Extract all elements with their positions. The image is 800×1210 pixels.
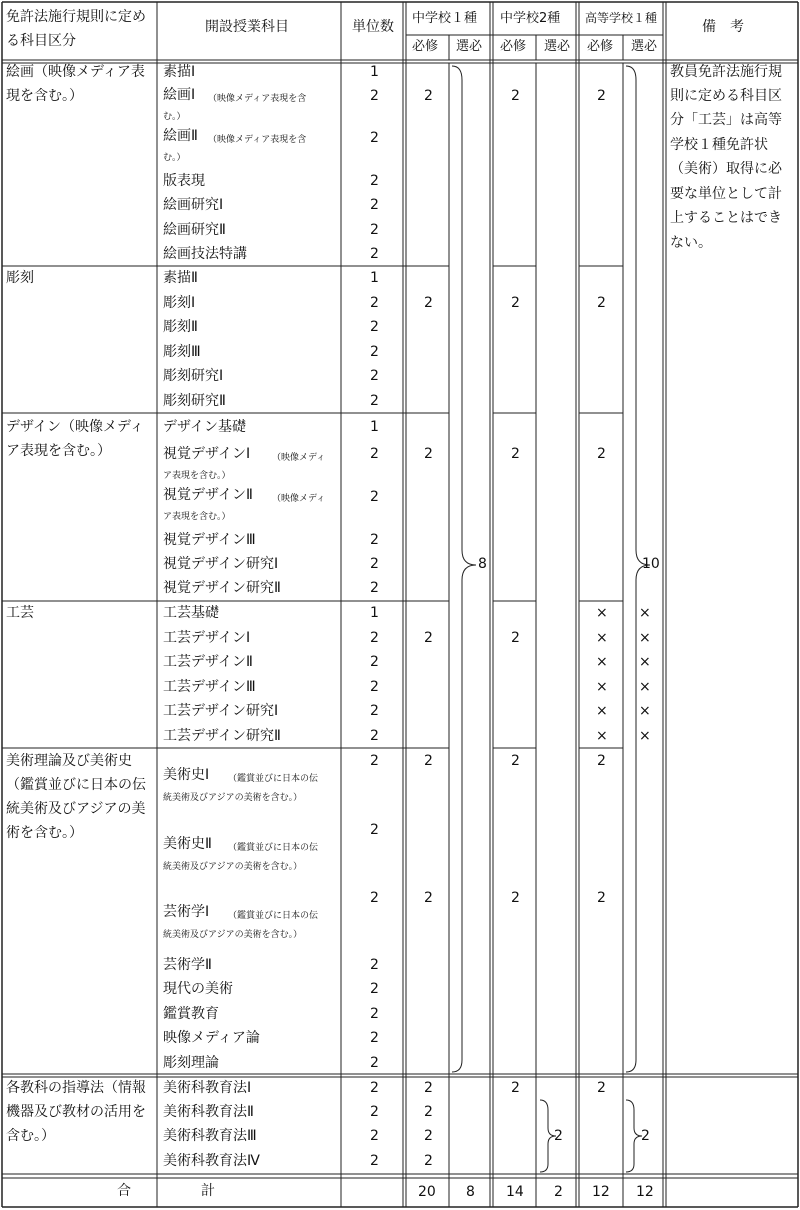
header-hs1-required: 必修 xyxy=(587,39,614,54)
units: 1 xyxy=(370,64,379,80)
hs1-required-x: × xyxy=(596,630,608,646)
units: 2 xyxy=(370,1080,379,1096)
subject-note: ア表現を含む。） xyxy=(163,471,231,481)
jh1-required: 2 xyxy=(424,295,433,311)
remark-line: （美術）取得に必 xyxy=(670,161,782,177)
units: 2 xyxy=(370,173,379,189)
units: 2 xyxy=(370,1055,379,1071)
hs1-required: 2 xyxy=(597,295,606,311)
total-hs1-required: 12 xyxy=(592,1184,610,1200)
units: 2 xyxy=(370,222,379,238)
remark-line: 分「工芸」は高等 xyxy=(670,112,782,128)
subject: 彫刻Ⅰ xyxy=(163,295,196,311)
subject-note: （鑑賞並びに日本の伝 xyxy=(228,911,319,921)
hs1-elective-x: × xyxy=(639,703,651,719)
jh2-elective: 2 xyxy=(554,1128,563,1144)
hs1-required: 2 xyxy=(597,1080,606,1096)
subject: 工芸デザインⅠ xyxy=(163,630,251,646)
subject: 絵画技法特講 xyxy=(163,246,247,262)
units: 2 xyxy=(370,489,379,505)
category-theory-line4: 術を含む。） xyxy=(6,825,83,841)
jh2-required: 2 xyxy=(511,890,520,906)
header-units: 単位数 xyxy=(352,19,394,35)
units: 2 xyxy=(370,88,379,104)
hs1-required: 2 xyxy=(597,890,606,906)
hs1-required-x: × xyxy=(596,654,608,670)
hs1-elective-x: × xyxy=(639,605,651,621)
subject: 映像メディア論 xyxy=(163,1030,260,1046)
units: 2 xyxy=(370,1104,379,1120)
header-jh2-elective: 選必 xyxy=(544,39,571,54)
jh1-required: 2 xyxy=(424,1104,433,1120)
hs1-required-x: × xyxy=(596,728,608,744)
subject: デザイン基礎 xyxy=(163,419,247,435)
header-notes: 備 考 xyxy=(702,19,744,35)
hs1-elective-x: × xyxy=(639,728,651,744)
total-jh1-elective: 8 xyxy=(466,1184,475,1200)
total-label: 合 計 xyxy=(117,1183,215,1199)
subject: 美術科教育法Ⅳ xyxy=(163,1153,260,1169)
units: 2 xyxy=(370,1153,379,1169)
subject: 工芸デザインⅢ xyxy=(163,679,256,695)
subject-note: 統美術及びアジアの美術を含む。） xyxy=(163,862,303,872)
category-design-line2: ア表現を含む。） xyxy=(6,443,111,459)
units: 2 xyxy=(370,753,379,769)
units: 2 xyxy=(370,393,379,409)
units: 2 xyxy=(370,130,379,146)
hs1-required: 2 xyxy=(597,753,606,769)
jh1-required: 2 xyxy=(424,446,433,462)
subject-note: （映像メディア表現を含 xyxy=(208,135,307,145)
total-jh2-required: 14 xyxy=(506,1184,524,1200)
header-category-line1: 免許法施行規則に定め xyxy=(6,9,146,25)
jh1-required: 2 xyxy=(424,630,433,646)
subject-note: （鑑賞並びに日本の伝 xyxy=(228,843,319,853)
units: 2 xyxy=(370,822,379,838)
subject: 工芸デザイン研究Ⅱ xyxy=(163,728,281,744)
category-method-line1: 各教科の指導法（情報 xyxy=(6,1080,146,1096)
subject-note: （映像メディ xyxy=(272,453,326,463)
units: 2 xyxy=(370,446,379,462)
header-hs1: 高等学校１種 xyxy=(585,11,658,25)
hs1-required: 2 xyxy=(597,88,606,104)
total-jh1-required: 20 xyxy=(418,1184,436,1200)
category-theory-line2: （鑑賞並びに日本の伝 xyxy=(6,777,146,793)
subject: 版表現 xyxy=(163,173,205,189)
hs1-elective-x: × xyxy=(639,679,651,695)
subject-note: 統美術及びアジアの美術を含む。） xyxy=(163,930,303,940)
units: 2 xyxy=(370,532,379,548)
header-subject: 開設授業科目 xyxy=(205,19,289,35)
units: 1 xyxy=(370,270,379,286)
hs1-elective-x: × xyxy=(639,654,651,670)
subject: 視覚デザインⅠ xyxy=(163,446,251,462)
subject: 素描Ⅰ xyxy=(163,64,196,80)
units: 2 xyxy=(370,197,379,213)
units: 2 xyxy=(370,246,379,262)
units: 2 xyxy=(370,981,379,997)
header-jh1-required: 必修 xyxy=(412,39,439,54)
category-method-line2: 機器及び教材の活用を xyxy=(6,1104,146,1120)
subject-note: （映像メディア表現を含 xyxy=(208,94,307,104)
subject: 彫刻理論 xyxy=(163,1055,219,1071)
units: 1 xyxy=(370,605,379,621)
header-category-line2: る科目区分 xyxy=(6,33,76,49)
subject: 素描Ⅱ xyxy=(163,270,198,286)
units: 2 xyxy=(370,556,379,572)
remark-line: 学校１種免許状 xyxy=(670,137,768,153)
jh2-required: 2 xyxy=(511,88,520,104)
hs1-elective-x: × xyxy=(639,630,651,646)
units: 2 xyxy=(370,654,379,670)
jh1-required: 2 xyxy=(424,753,433,769)
subject: 彫刻研究Ⅰ xyxy=(163,368,224,384)
units: 2 xyxy=(370,728,379,744)
subject: 工芸デザイン研究Ⅰ xyxy=(163,703,279,719)
header-jh1-elective: 選必 xyxy=(456,39,483,54)
units: 2 xyxy=(370,1006,379,1022)
category-crafts: 工芸 xyxy=(6,605,34,621)
subject: 美術史Ⅱ xyxy=(163,836,212,852)
subject: 視覚デザインⅢ xyxy=(163,532,256,548)
jh2-required: 2 xyxy=(511,1080,520,1096)
units: 2 xyxy=(370,890,379,906)
category-painting-line1: 絵画（映像メディア表 xyxy=(6,64,145,80)
total-hs1-elective: 12 xyxy=(636,1184,654,1200)
units: 2 xyxy=(370,1128,379,1144)
jh1-required: 2 xyxy=(424,890,433,906)
units: 2 xyxy=(370,703,379,719)
subject: 絵画研究Ⅱ xyxy=(163,222,226,238)
subject: 鑑賞教育 xyxy=(163,1006,219,1022)
jh2-required: 2 xyxy=(511,630,520,646)
jh1-elective-total: 8 xyxy=(478,556,487,572)
units: 2 xyxy=(370,368,379,384)
subject-note: （鑑賞並びに日本の伝 xyxy=(228,774,319,784)
header-jh2-required: 必修 xyxy=(500,39,527,54)
subject: 芸術学Ⅰ xyxy=(163,904,210,920)
units: 2 xyxy=(370,630,379,646)
subject-note: （映像メディ xyxy=(272,494,326,504)
header-hs1-elective: 選必 xyxy=(631,39,658,54)
category-method-line3: 含む。） xyxy=(6,1128,55,1144)
subject: 彫刻Ⅱ xyxy=(163,319,198,335)
hs1-required-x: × xyxy=(596,679,608,695)
subject-note: ア表現を含む。） xyxy=(163,512,231,522)
subject: 美術科教育法Ⅲ xyxy=(163,1128,257,1144)
category-theory-line1: 美術理論及び美術史 xyxy=(6,753,132,769)
subject: 絵画Ⅰ xyxy=(163,87,196,103)
subject: 彫刻研究Ⅱ xyxy=(163,393,226,409)
remark-line: 則に定める科目区 xyxy=(670,88,782,104)
units: 2 xyxy=(370,319,379,335)
subject: 現代の美術 xyxy=(163,981,233,997)
category-sculpture: 彫刻 xyxy=(6,270,34,286)
subject: 視覚デザインⅡ xyxy=(163,487,253,503)
units: 2 xyxy=(370,957,379,973)
category-painting-line2: 現を含む。） xyxy=(6,88,83,104)
subject: 美術科教育法Ⅱ xyxy=(163,1104,254,1120)
remark-line: ない。 xyxy=(670,235,712,251)
hs1-required-x: × xyxy=(596,605,608,621)
units: 2 xyxy=(370,679,379,695)
subject: 美術科教育法Ⅰ xyxy=(163,1080,252,1096)
remark-line: 教員免許法施行規 xyxy=(670,64,782,80)
subject: 絵画Ⅱ xyxy=(163,128,198,144)
jh2-required: 2 xyxy=(511,753,520,769)
subject: 工芸デザインⅡ xyxy=(163,654,253,670)
header-jh2: 中学校2種 xyxy=(500,11,561,26)
jh1-required: 2 xyxy=(424,1128,433,1144)
jh2-required: 2 xyxy=(511,295,520,311)
jh1-elective-brace xyxy=(452,66,476,1072)
subject: 美術史Ⅰ xyxy=(163,767,210,783)
category-design-line1: デザイン（映像メディ xyxy=(6,419,144,435)
jh1-required: 2 xyxy=(424,88,433,104)
subject-note: 統美術及びアジアの美術を含む。） xyxy=(163,793,303,803)
units: 2 xyxy=(370,1030,379,1046)
subject: 工芸基礎 xyxy=(163,605,219,621)
jh2-required: 2 xyxy=(511,446,520,462)
units: 2 xyxy=(370,295,379,311)
hs1-method-brace xyxy=(626,1100,642,1172)
subject-note: む。） xyxy=(163,112,186,122)
category-theory-line3: 統美術及びアジアの美 xyxy=(6,801,146,817)
units: 1 xyxy=(370,419,379,435)
hs1-elective-total: 10 xyxy=(642,556,660,572)
hs1-required: 2 xyxy=(597,446,606,462)
hs1-elective: 2 xyxy=(641,1128,650,1144)
remark-line: 上することはでき xyxy=(670,210,782,226)
subject: 彫刻Ⅲ xyxy=(163,344,201,360)
hs1-required-x: × xyxy=(596,703,608,719)
jh1-required: 2 xyxy=(424,1153,433,1169)
subject: 絵画研究Ⅰ xyxy=(163,197,224,213)
remark-line: 要な単位として計 xyxy=(670,186,782,202)
units: 2 xyxy=(370,580,379,596)
subject: 芸術学Ⅱ xyxy=(163,957,212,973)
units: 2 xyxy=(370,344,379,360)
total-jh2-elective: 2 xyxy=(554,1184,563,1200)
subject-note: む。） xyxy=(163,153,186,163)
jh1-required: 2 xyxy=(424,1080,433,1096)
subject: 視覚デザイン研究Ⅰ xyxy=(163,556,279,572)
subject: 視覚デザイン研究Ⅱ xyxy=(163,580,281,596)
header-jh1: 中学校１種 xyxy=(412,11,478,26)
